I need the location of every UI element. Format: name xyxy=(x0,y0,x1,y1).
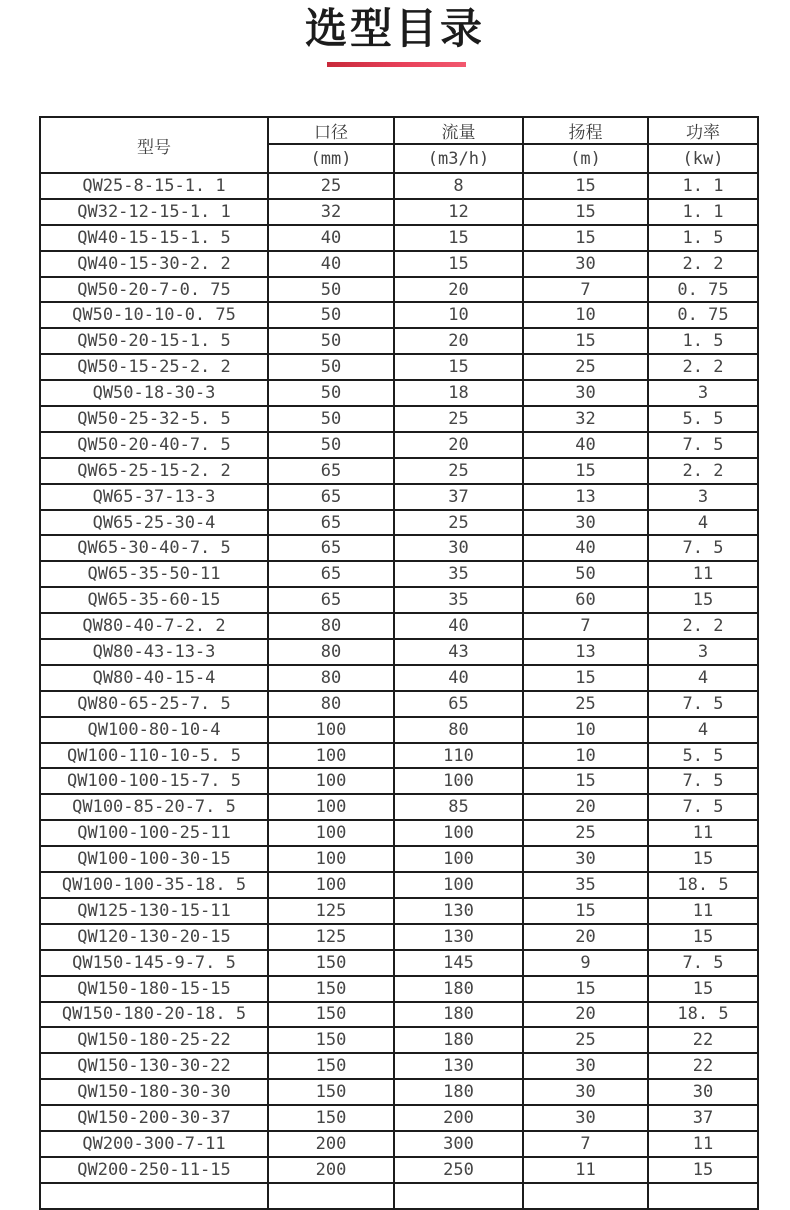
model-cell: QW150-180-15-15 xyxy=(40,976,268,1002)
table-row xyxy=(40,794,758,820)
head-cell: 30 xyxy=(523,1053,648,1079)
diameter-cell: 80 xyxy=(268,613,394,639)
table-row xyxy=(40,354,758,380)
model-cell: QW100-80-10-4 xyxy=(40,717,268,743)
flow-cell: 80 xyxy=(394,717,523,743)
head-cell: 13 xyxy=(523,639,648,665)
model-cell: QW50-25-32-5. 5 xyxy=(40,406,268,432)
table-row xyxy=(40,277,758,303)
header-flow: 流量 xyxy=(394,117,523,144)
empty-cell xyxy=(268,1183,394,1209)
flow-cell: 35 xyxy=(394,587,523,613)
power-cell: 0. 75 xyxy=(648,277,758,303)
diameter-cell: 65 xyxy=(268,561,394,587)
model-cell: QW50-18-30-3 xyxy=(40,380,268,406)
model-cell: QW125-130-15-11 xyxy=(40,898,268,924)
empty-cell xyxy=(523,1183,648,1209)
table-row xyxy=(40,665,758,691)
table-row xyxy=(40,225,758,251)
flow-cell: 100 xyxy=(394,820,523,846)
head-cell: 30 xyxy=(523,1105,648,1131)
flow-cell: 145 xyxy=(394,950,523,976)
power-cell: 7. 5 xyxy=(648,950,758,976)
table-row xyxy=(40,950,758,976)
table-row xyxy=(40,613,758,639)
head-cell: 10 xyxy=(523,717,648,743)
model-cell: QW25-8-15-1. 1 xyxy=(40,173,268,199)
flow-cell: 200 xyxy=(394,1105,523,1131)
head-cell: 25 xyxy=(523,354,648,380)
table-row xyxy=(40,535,758,561)
head-cell: 15 xyxy=(523,976,648,1002)
model-cell: QW50-15-25-2. 2 xyxy=(40,354,268,380)
diameter-cell: 200 xyxy=(268,1131,394,1157)
header-flow-unit: (m3/h) xyxy=(394,144,523,173)
head-cell: 32 xyxy=(523,406,648,432)
flow-cell: 43 xyxy=(394,639,523,665)
diameter-cell: 200 xyxy=(268,1157,394,1183)
diameter-cell: 50 xyxy=(268,328,394,354)
model-cell: QW150-130-30-22 xyxy=(40,1053,268,1079)
power-cell: 4 xyxy=(648,717,758,743)
header-model: 型号 xyxy=(40,117,268,173)
flow-cell: 10 xyxy=(394,302,523,328)
flow-cell: 100 xyxy=(394,872,523,898)
diameter-cell: 150 xyxy=(268,976,394,1002)
diameter-cell: 125 xyxy=(268,898,394,924)
power-cell: 1. 1 xyxy=(648,199,758,225)
table-row xyxy=(40,639,758,665)
head-cell: 25 xyxy=(523,820,648,846)
diameter-cell: 50 xyxy=(268,406,394,432)
table-row xyxy=(40,1105,758,1131)
model-cell: QW80-65-25-7. 5 xyxy=(40,691,268,717)
power-cell: 4 xyxy=(648,665,758,691)
model-cell: QW32-12-15-1. 1 xyxy=(40,199,268,225)
table-row xyxy=(40,1079,758,1105)
head-cell: 10 xyxy=(523,302,648,328)
table-row xyxy=(40,976,758,1002)
head-cell: 20 xyxy=(523,1002,648,1028)
head-cell: 30 xyxy=(523,846,648,872)
header-power: 功率 xyxy=(648,117,758,144)
head-cell: 7 xyxy=(523,1131,648,1157)
header-diameter: 口径 xyxy=(268,117,394,144)
head-cell: 7 xyxy=(523,277,648,303)
page-title: 选型目录 xyxy=(304,4,485,53)
diameter-cell: 80 xyxy=(268,665,394,691)
table-row xyxy=(40,302,758,328)
table-row xyxy=(40,1027,758,1053)
model-cell: QW65-30-40-7. 5 xyxy=(40,535,268,561)
model-cell: QW100-100-15-7. 5 xyxy=(40,768,268,794)
diameter-cell: 125 xyxy=(268,924,394,950)
model-cell: QW150-180-20-18. 5 xyxy=(40,1002,268,1028)
table-row xyxy=(40,768,758,794)
header-label-row xyxy=(40,117,758,144)
power-cell: 15 xyxy=(648,924,758,950)
flow-cell: 180 xyxy=(394,1027,523,1053)
table-row xyxy=(40,380,758,406)
head-cell: 50 xyxy=(523,561,648,587)
diameter-cell: 100 xyxy=(268,743,394,769)
head-cell: 15 xyxy=(523,458,648,484)
power-cell: 18. 5 xyxy=(648,1002,758,1028)
power-cell: 3 xyxy=(648,380,758,406)
diameter-cell: 50 xyxy=(268,380,394,406)
flow-cell: 37 xyxy=(394,484,523,510)
table-row xyxy=(40,846,758,872)
power-cell: 15 xyxy=(648,587,758,613)
power-cell: 3 xyxy=(648,639,758,665)
model-cell: QW80-40-15-4 xyxy=(40,665,268,691)
flow-cell: 25 xyxy=(394,406,523,432)
power-cell: 1. 1 xyxy=(648,173,758,199)
diameter-cell: 40 xyxy=(268,225,394,251)
power-cell: 11 xyxy=(648,820,758,846)
flow-cell: 20 xyxy=(394,277,523,303)
power-cell: 11 xyxy=(648,898,758,924)
power-cell: 7. 5 xyxy=(648,535,758,561)
diameter-cell: 80 xyxy=(268,691,394,717)
head-cell: 15 xyxy=(523,768,648,794)
head-cell: 20 xyxy=(523,924,648,950)
power-cell: 15 xyxy=(648,846,758,872)
head-cell: 9 xyxy=(523,950,648,976)
diameter-cell: 100 xyxy=(268,768,394,794)
table-row-partial xyxy=(40,1183,758,1209)
diameter-cell: 150 xyxy=(268,950,394,976)
flow-cell: 40 xyxy=(394,665,523,691)
table-header xyxy=(40,117,758,173)
diameter-cell: 100 xyxy=(268,820,394,846)
flow-cell: 8 xyxy=(394,173,523,199)
head-cell: 30 xyxy=(523,1079,648,1105)
power-cell: 7. 5 xyxy=(648,691,758,717)
model-cell: QW100-85-20-7. 5 xyxy=(40,794,268,820)
flow-cell: 180 xyxy=(394,1079,523,1105)
model-cell: QW50-20-7-0. 75 xyxy=(40,277,268,303)
header-power-unit: (kw) xyxy=(648,144,758,173)
power-cell: 2. 2 xyxy=(648,354,758,380)
power-cell: 5. 5 xyxy=(648,743,758,769)
diameter-cell: 50 xyxy=(268,432,394,458)
model-cell: QW50-20-15-1. 5 xyxy=(40,328,268,354)
model-cell: QW150-180-30-30 xyxy=(40,1079,268,1105)
power-cell: 22 xyxy=(648,1053,758,1079)
diameter-cell: 32 xyxy=(268,199,394,225)
diameter-cell: 65 xyxy=(268,510,394,536)
head-cell: 35 xyxy=(523,872,648,898)
diameter-cell: 50 xyxy=(268,302,394,328)
diameter-cell: 100 xyxy=(268,872,394,898)
flow-cell: 18 xyxy=(394,380,523,406)
model-cell: QW65-35-60-15 xyxy=(40,587,268,613)
power-cell: 3 xyxy=(648,484,758,510)
head-cell: 25 xyxy=(523,1027,648,1053)
flow-cell: 300 xyxy=(394,1131,523,1157)
power-cell: 7. 5 xyxy=(648,432,758,458)
table-row xyxy=(40,484,758,510)
diameter-cell: 100 xyxy=(268,794,394,820)
power-cell: 4 xyxy=(648,510,758,536)
power-cell: 11 xyxy=(648,561,758,587)
table-row xyxy=(40,199,758,225)
flow-cell: 100 xyxy=(394,768,523,794)
power-cell: 15 xyxy=(648,1157,758,1183)
header-diameter-unit: (mm) xyxy=(268,144,394,173)
header-head: 扬程 xyxy=(523,117,648,144)
empty-cell xyxy=(648,1183,758,1209)
power-cell: 11 xyxy=(648,1131,758,1157)
model-cell: QW50-10-10-0. 75 xyxy=(40,302,268,328)
power-cell: 30 xyxy=(648,1079,758,1105)
diameter-cell: 65 xyxy=(268,587,394,613)
flow-cell: 250 xyxy=(394,1157,523,1183)
table-row xyxy=(40,561,758,587)
flow-cell: 15 xyxy=(394,225,523,251)
flow-cell: 100 xyxy=(394,846,523,872)
power-cell: 22 xyxy=(648,1027,758,1053)
flow-cell: 20 xyxy=(394,432,523,458)
head-cell: 30 xyxy=(523,380,648,406)
head-cell: 10 xyxy=(523,743,648,769)
model-cell: QW150-180-25-22 xyxy=(40,1027,268,1053)
head-cell: 30 xyxy=(523,510,648,536)
flow-cell: 130 xyxy=(394,1053,523,1079)
diameter-cell: 150 xyxy=(268,1053,394,1079)
header-head-unit: (m) xyxy=(523,144,648,173)
table-row xyxy=(40,587,758,613)
table-row xyxy=(40,173,758,199)
model-cell: QW100-100-35-18. 5 xyxy=(40,872,268,898)
model-cell: QW50-20-40-7. 5 xyxy=(40,432,268,458)
flow-cell: 110 xyxy=(394,743,523,769)
model-cell: QW150-200-30-37 xyxy=(40,1105,268,1131)
model-cell: QW65-37-13-3 xyxy=(40,484,268,510)
flow-cell: 130 xyxy=(394,924,523,950)
table-row xyxy=(40,406,758,432)
power-cell: 2. 2 xyxy=(648,458,758,484)
flow-cell: 12 xyxy=(394,199,523,225)
power-cell: 5. 5 xyxy=(648,406,758,432)
diameter-cell: 150 xyxy=(268,1002,394,1028)
table-row xyxy=(40,1053,758,1079)
head-cell: 15 xyxy=(523,665,648,691)
power-cell: 1. 5 xyxy=(648,225,758,251)
model-cell: QW120-130-20-15 xyxy=(40,924,268,950)
flow-cell: 25 xyxy=(394,510,523,536)
flow-cell: 20 xyxy=(394,328,523,354)
head-cell: 15 xyxy=(523,225,648,251)
head-cell: 15 xyxy=(523,898,648,924)
head-cell: 15 xyxy=(523,199,648,225)
flow-cell: 40 xyxy=(394,613,523,639)
diameter-cell: 25 xyxy=(268,173,394,199)
table-row xyxy=(40,872,758,898)
diameter-cell: 40 xyxy=(268,251,394,277)
model-cell: QW80-40-7-2. 2 xyxy=(40,613,268,639)
model-cell: QW100-100-30-15 xyxy=(40,846,268,872)
head-cell: 30 xyxy=(523,251,648,277)
table-row xyxy=(40,820,758,846)
empty-cell xyxy=(394,1183,523,1209)
diameter-cell: 150 xyxy=(268,1079,394,1105)
title-underline xyxy=(327,62,466,67)
flow-cell: 130 xyxy=(394,898,523,924)
table-row xyxy=(40,743,758,769)
diameter-cell: 65 xyxy=(268,484,394,510)
table-row xyxy=(40,458,758,484)
model-cell: QW150-145-9-7. 5 xyxy=(40,950,268,976)
flow-cell: 65 xyxy=(394,691,523,717)
head-cell: 13 xyxy=(523,484,648,510)
power-cell: 18. 5 xyxy=(648,872,758,898)
flow-cell: 30 xyxy=(394,535,523,561)
head-cell: 15 xyxy=(523,173,648,199)
table-body xyxy=(40,173,758,1209)
table-row xyxy=(40,691,758,717)
power-cell: 7. 5 xyxy=(648,768,758,794)
table-row xyxy=(40,328,758,354)
head-cell: 15 xyxy=(523,328,648,354)
model-cell: QW65-25-30-4 xyxy=(40,510,268,536)
diameter-cell: 50 xyxy=(268,277,394,303)
model-cell: QW100-110-10-5. 5 xyxy=(40,743,268,769)
table-row xyxy=(40,510,758,536)
power-cell: 15 xyxy=(648,976,758,1002)
table-row xyxy=(40,1131,758,1157)
model-cell: QW200-250-11-15 xyxy=(40,1157,268,1183)
spec-table xyxy=(39,116,759,1210)
model-cell: QW65-25-15-2. 2 xyxy=(40,458,268,484)
diameter-cell: 65 xyxy=(268,458,394,484)
power-cell: 1. 5 xyxy=(648,328,758,354)
diameter-cell: 80 xyxy=(268,639,394,665)
table-row xyxy=(40,924,758,950)
power-cell: 37 xyxy=(648,1105,758,1131)
model-cell: QW65-35-50-11 xyxy=(40,561,268,587)
head-cell: 7 xyxy=(523,613,648,639)
diameter-cell: 150 xyxy=(268,1027,394,1053)
empty-cell xyxy=(40,1183,268,1209)
diameter-cell: 65 xyxy=(268,535,394,561)
power-cell: 2. 2 xyxy=(648,251,758,277)
model-cell: QW40-15-30-2. 2 xyxy=(40,251,268,277)
model-cell: QW100-100-25-11 xyxy=(40,820,268,846)
head-cell: 11 xyxy=(523,1157,648,1183)
table-row xyxy=(40,432,758,458)
model-cell: QW80-43-13-3 xyxy=(40,639,268,665)
power-cell: 0. 75 xyxy=(648,302,758,328)
table-row xyxy=(40,898,758,924)
flow-cell: 15 xyxy=(394,354,523,380)
table-row xyxy=(40,717,758,743)
model-cell: QW40-15-15-1. 5 xyxy=(40,225,268,251)
table-row xyxy=(40,251,758,277)
flow-cell: 25 xyxy=(394,458,523,484)
diameter-cell: 100 xyxy=(268,717,394,743)
flow-cell: 85 xyxy=(394,794,523,820)
diameter-cell: 50 xyxy=(268,354,394,380)
head-cell: 25 xyxy=(523,691,648,717)
head-cell: 40 xyxy=(523,535,648,561)
flow-cell: 180 xyxy=(394,976,523,1002)
flow-cell: 15 xyxy=(394,251,523,277)
power-cell: 2. 2 xyxy=(648,613,758,639)
flow-cell: 35 xyxy=(394,561,523,587)
power-cell: 7. 5 xyxy=(648,794,758,820)
head-cell: 20 xyxy=(523,794,648,820)
diameter-cell: 150 xyxy=(268,1105,394,1131)
table-row xyxy=(40,1157,758,1183)
head-cell: 60 xyxy=(523,587,648,613)
flow-cell: 180 xyxy=(394,1002,523,1028)
diameter-cell: 100 xyxy=(268,846,394,872)
model-cell: QW200-300-7-11 xyxy=(40,1131,268,1157)
table-row xyxy=(40,1002,758,1028)
head-cell: 40 xyxy=(523,432,648,458)
